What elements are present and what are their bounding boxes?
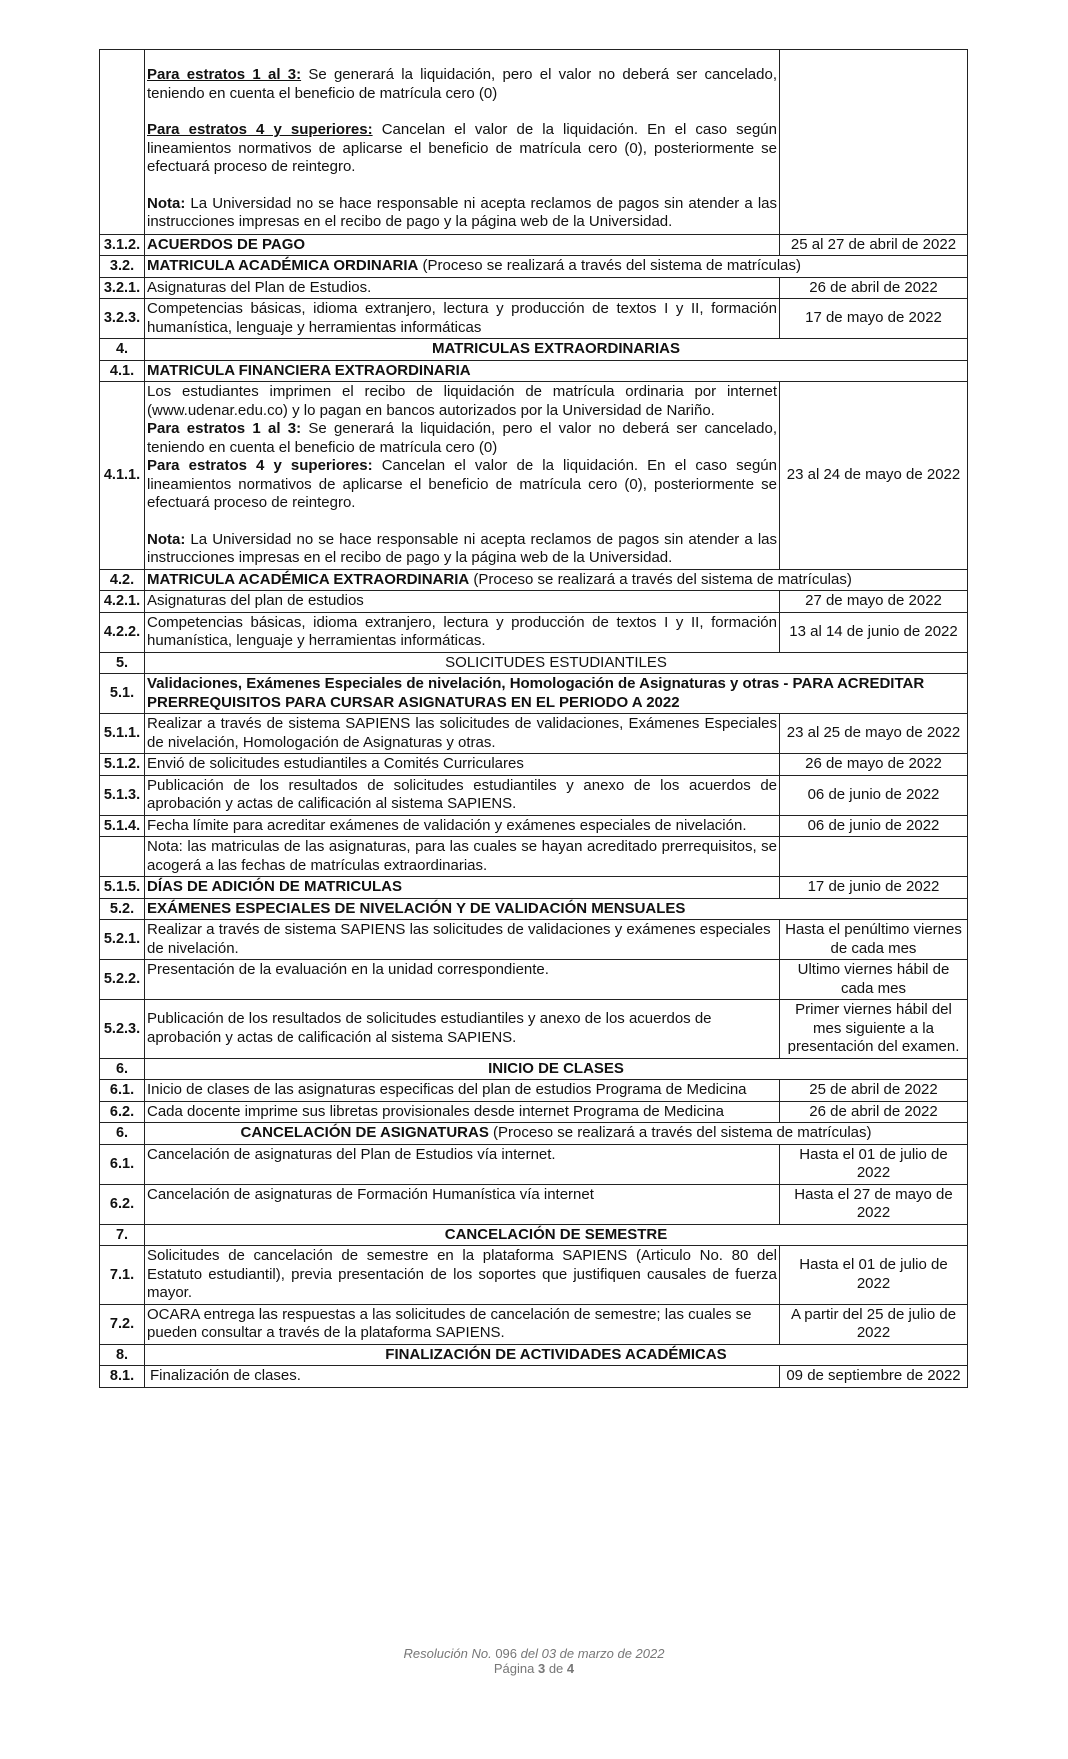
item-number: 6.1. — [100, 1080, 145, 1102]
item-number: 5.1.3. — [100, 775, 145, 815]
para-text: Se generará la liquidación, pero el valor no deberá ser cancelado, teniendo en cuenta el beneficio de matrícula cero (0) — [147, 66, 777, 102]
item-date: 25 al 27 de abril de 2022 — [780, 234, 968, 256]
table-row — [100, 960, 968, 1000]
table-row — [100, 877, 968, 899]
para-text: Se generará la liquidación, pero el valor no deberá ser cancelado, teniendo en cuenta el beneficio de matrícula cero (0) — [147, 420, 777, 456]
item-date: 27 de mayo de 2022 — [780, 591, 968, 613]
table-row — [100, 1366, 968, 1388]
item-description — [145, 382, 780, 570]
item-date: 26 de abril de 2022 — [780, 277, 968, 299]
item-number: 4.2.1. — [100, 591, 145, 613]
section-note: (Proceso se realizará a través del sistema de matrículas) — [488, 1124, 872, 1141]
resolution-suffix: del 03 de marzo de 2022 — [517, 1646, 665, 1661]
section-heading — [145, 256, 968, 278]
item-description — [145, 50, 780, 235]
item-number: 6.2. — [100, 1101, 145, 1123]
section-title: SOLICITUDES ESTUDIANTILES — [145, 652, 968, 674]
table-row — [100, 382, 968, 570]
item-date: Hasta el penúltimo viernes de cada mes — [780, 920, 968, 960]
section-note: (Proceso se realizará a través del sistema de matrículas) — [469, 570, 852, 588]
item-date — [780, 50, 968, 235]
table-row — [100, 714, 968, 754]
item-description: Competencias básicas, idioma extranjero, lectura y producción de textos I y II, formación humanística, lenguaje y herramientas informáticas. — [145, 612, 780, 652]
para-text: Cancelan el valor de la liquidación. En el caso según lineamientos normativos de aplicarse el beneficio de matrícula cero (0), posteriormente se efectuará proceso de reintegro. — [147, 457, 777, 511]
item-number: 4.2. — [100, 569, 145, 591]
table-row — [100, 898, 968, 920]
table-row — [100, 837, 968, 877]
table-row — [100, 277, 968, 299]
calendar-table — [99, 49, 968, 1388]
item-number: 7. — [100, 1224, 145, 1246]
item-date: 26 de abril de 2022 — [780, 1101, 968, 1123]
table-row — [100, 299, 968, 339]
item-description: Cancelación de asignaturas de Formación Humanística vía internet — [145, 1184, 780, 1224]
para-label: Para estratos 1 al 3: — [147, 66, 302, 83]
item-description: Asignaturas del plan de estudios — [145, 591, 780, 613]
item-number: 5.1.1. — [100, 714, 145, 754]
item-date: A partir del 25 de julio de 2022 — [780, 1304, 968, 1344]
table-row — [100, 569, 968, 591]
item-number: 3.1.2. — [100, 234, 145, 256]
table-row — [100, 652, 968, 674]
item-date: 23 al 25 de mayo de 2022 — [780, 714, 968, 754]
item-date: Primer viernes hábil del mes siguiente a la presentación del examen. — [780, 1000, 968, 1059]
item-date — [780, 837, 968, 877]
item-date: 23 al 24 de mayo de 2022 — [780, 382, 968, 570]
section-title: MATRICULAS EXTRAORDINARIAS — [145, 339, 968, 361]
item-description: Finalización de clases. — [145, 1366, 780, 1388]
item-number: 8. — [100, 1344, 145, 1366]
section-title: MATRICULA ACADÉMICA EXTRAORDINARIA — [147, 570, 470, 588]
table-row — [100, 1184, 968, 1224]
item-number: 5.2.2. — [100, 960, 145, 1000]
item-number: 5.2. — [100, 898, 145, 920]
item-number: 4.1. — [100, 360, 145, 382]
item-description: DÍAS DE ADICIÓN DE MATRICULAS — [145, 877, 780, 899]
table-row — [100, 1101, 968, 1123]
item-description: Fecha límite para acreditar exámenes de validación y exámenes especiales de nivelación. — [145, 815, 780, 837]
item-date: 17 de mayo de 2022 — [780, 299, 968, 339]
item-number: 6. — [100, 1123, 145, 1145]
item-description: Publicación de los resultados de solicitudes estudiantiles y anexo de los acuerdos de aprobación y actas de calificación al sistema SAPIENS. — [145, 1000, 780, 1059]
para-label: Para estratos 1 al 3: — [147, 420, 302, 437]
item-number: 5.2.1. — [100, 920, 145, 960]
table-row — [100, 1144, 968, 1184]
table-row — [100, 754, 968, 776]
item-number: 4.2.2. — [100, 612, 145, 652]
table-row — [100, 1344, 968, 1366]
item-number: 3.2. — [100, 256, 145, 278]
item-date: 06 de junio de 2022 — [780, 775, 968, 815]
item-number: 5.2.3. — [100, 1000, 145, 1059]
item-date: 26 de mayo de 2022 — [780, 754, 968, 776]
item-description: Envió de solicitudes estudiantiles a Comités Curriculares — [145, 754, 780, 776]
section-title: CANCELACIÓN DE SEMESTRE — [145, 1224, 968, 1246]
table-row — [100, 674, 968, 714]
item-date: 17 de junio de 2022 — [780, 877, 968, 899]
item-description: Cancelación de asignaturas del Plan de Estudios vía internet. — [145, 1144, 780, 1184]
para-label: Para estratos 4 y superiores: — [147, 121, 373, 138]
item-description: Publicación de los resultados de solicitudes estudiantiles y anexo de los acuerdos de aprobación y actas de calificación al sistema SAPIENS. — [145, 775, 780, 815]
page-word: Página — [493, 1661, 538, 1676]
item-number: 3.2.3. — [100, 299, 145, 339]
item-number: 5. — [100, 652, 145, 674]
item-number: 7.2. — [100, 1304, 145, 1344]
item-number: 5.1.2. — [100, 754, 145, 776]
item-number: 5.1. — [100, 674, 145, 714]
table-row — [100, 1224, 968, 1246]
resolution-number: 096 — [495, 1646, 518, 1661]
item-description: Solicitudes de cancelación de semestre en la plataforma SAPIENS (Articulo No. 80 del Estatuto estudiantil), previa presentación de los soportes que justifiquen causales de fuerza mayor. — [145, 1246, 780, 1305]
table-row — [100, 1000, 968, 1059]
table-row — [100, 339, 968, 361]
section-title: FINALIZACIÓN DE ACTIVIDADES ACADÉMICAS — [145, 1344, 968, 1366]
table-row — [100, 1246, 968, 1305]
item-number: 3.2.1. — [100, 277, 145, 299]
table-row — [100, 50, 968, 235]
page-current: 3 — [537, 1661, 546, 1676]
section-title: MATRICULA FINANCIERA EXTRAORDINARIA — [145, 360, 968, 382]
page-total: 4 — [566, 1661, 575, 1676]
item-date: Ultimo viernes hábil de cada mes — [780, 960, 968, 1000]
item-description: Competencias básicas, idioma extranjero, lectura y producción de textos I y II, formación humanística, lenguaje y herramientas informáticas — [145, 299, 780, 339]
item-date: Hasta el 01 de julio de 2022 — [780, 1246, 968, 1305]
para-text: Los estudiantes imprimen el recibo de liquidación de matrícula ordinaria por internet (www.udenar.edu.co) y lo pagan en bancos autorizados por la Universidad de Nariño. — [147, 383, 777, 419]
section-heading — [145, 1123, 968, 1145]
table-row — [100, 360, 968, 382]
item-number — [100, 837, 145, 877]
item-number: 7.1. — [100, 1246, 145, 1305]
item-description: OCARA entrega las respuestas a las solicitudes de cancelación de semestre; las cuales se pueden consultar a través de la plataforma SAPIENS. — [145, 1304, 780, 1344]
para-label: Nota: — [147, 194, 186, 212]
item-number: 6. — [100, 1058, 145, 1080]
section-title: Validaciones, Exámenes Especiales de nivelación, Homologación de Asignaturas y otras - PARA ACREDITAR PRERREQUISITOS PARA CURSAR ASIGNATURAS EN EL PERIODO A 2022 — [145, 674, 968, 714]
item-description: Nota: las matriculas de las asignaturas, para las cuales se hayan acreditado prerrequisitos, se acogerá a las fechas de matrículas extraordinarias. — [145, 837, 780, 877]
para-text: La Universidad no se hace responsable ni acepta reclamos de pagos sin atender a las instrucciones impresas en el recibo de pago y la página web de la Universidad. — [147, 530, 777, 566]
item-number: 6.1. — [100, 1144, 145, 1184]
item-description: Realizar a través de sistema SAPIENS las solicitudes de validaciones y exámenes especiales de nivelación. — [145, 920, 780, 960]
resolution-prefix: Resolución No. — [403, 1646, 496, 1661]
item-number: 5.1.4. — [100, 815, 145, 837]
item-number: 8.1. — [100, 1366, 145, 1388]
section-note: (Proceso se realizará a través del sistema de matrículas) — [418, 257, 802, 274]
table-row — [100, 1123, 968, 1145]
table-row — [100, 775, 968, 815]
item-date: 09 de septiembre de 2022 — [780, 1366, 968, 1388]
item-description: Presentación de la evaluación en la unidad correspondiente. — [145, 960, 780, 1000]
table-row — [100, 612, 968, 652]
item-date: Hasta el 01 de julio de 2022 — [780, 1144, 968, 1184]
para-text: Cancelan el valor de la liquidación. En el caso según lineamientos normativos de aplicarse el beneficio de matrícula cero (0), posteriormente se efectuará proceso de reintegro. — [147, 121, 777, 175]
section-heading — [145, 569, 968, 591]
table-row — [100, 234, 968, 256]
item-number: 5.1.5. — [100, 877, 145, 899]
table-row — [100, 591, 968, 613]
table-row — [100, 815, 968, 837]
item-date: 06 de junio de 2022 — [780, 815, 968, 837]
para-label: Para estratos 4 y superiores: — [147, 457, 373, 474]
item-number: 6.2. — [100, 1184, 145, 1224]
item-description: Realizar a través de sistema SAPIENS las solicitudes de validaciones, Exámenes Especiales de nivelación, Homologación de Asignaturas y otras. — [145, 714, 780, 754]
item-description: ACUERDOS DE PAGO — [145, 234, 780, 256]
item-description: Cada docente imprime sus libretas provisionales desde internet Programa de Medicina — [145, 1101, 780, 1123]
item-number — [100, 50, 145, 235]
page-of: de — [545, 1661, 567, 1676]
table-row — [100, 1080, 968, 1102]
table-row — [100, 256, 968, 278]
item-number: 4. — [100, 339, 145, 361]
footer-resolution — [0, 1646, 1068, 1661]
para-text: La Universidad no se hace responsable ni acepta reclamos de pagos sin atender a las instrucciones impresas en el recibo de pago y la página web de la Universidad. — [147, 194, 777, 230]
section-title: INICIO DE CLASES — [145, 1058, 968, 1080]
item-date: 25 de abril de 2022 — [780, 1080, 968, 1102]
para-label: Nota: — [147, 530, 186, 548]
footer-page-number — [0, 1661, 1068, 1676]
table-row — [100, 1304, 968, 1344]
section-title: EXÁMENES ESPECIALES DE NIVELACIÓN Y DE VALIDACIÓN MENSUALES — [145, 898, 968, 920]
item-date: 13 al 14 de junio de 2022 — [780, 612, 968, 652]
item-description: Asignaturas del Plan de Estudios. — [145, 277, 780, 299]
table-row — [100, 1058, 968, 1080]
item-date: Hasta el 27 de mayo de 2022 — [780, 1184, 968, 1224]
item-number: 4.1.1. — [100, 382, 145, 570]
section-title: CANCELACIÓN DE ASIGNATURAS — [240, 1124, 489, 1141]
table-row — [100, 920, 968, 960]
item-description: Inicio de clases de las asignaturas especificas del plan de estudios Programa de Medicina — [145, 1080, 780, 1102]
section-title: MATRICULA ACADÉMICA ORDINARIA — [147, 257, 419, 274]
